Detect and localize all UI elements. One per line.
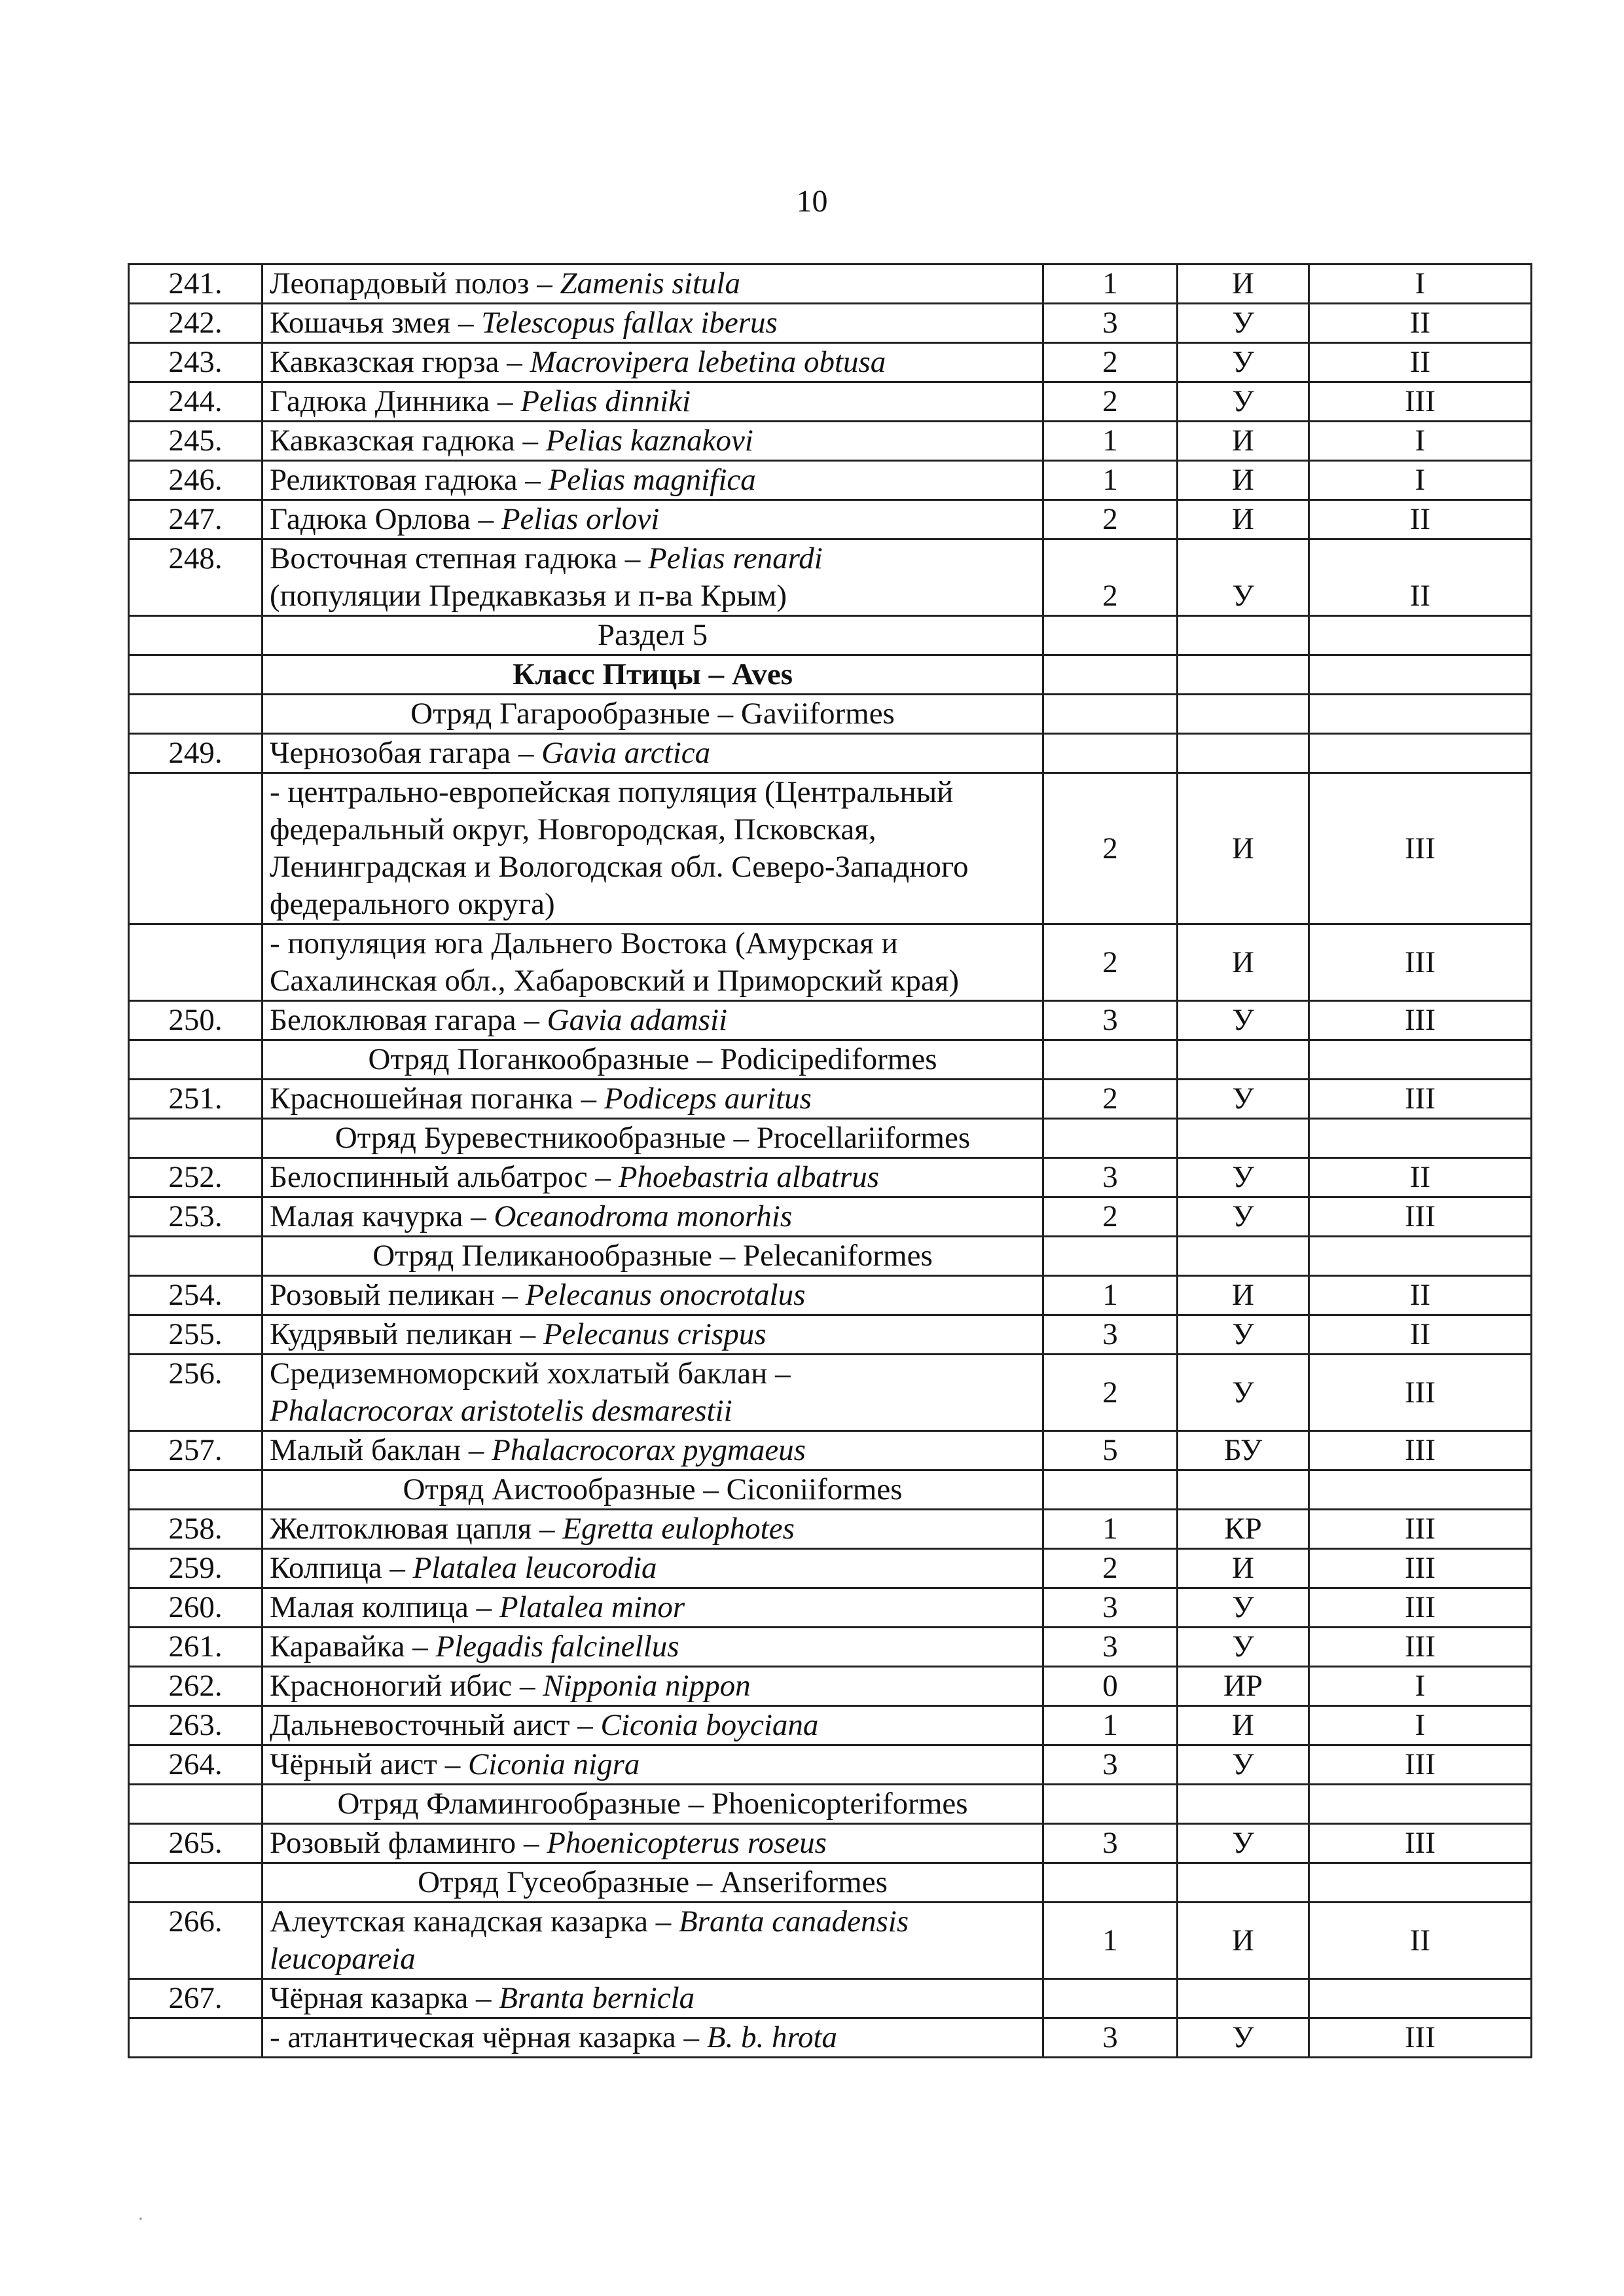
row-number: 262. [129, 1667, 262, 1706]
status-cell: И [1178, 773, 1309, 924]
species-name: Восточная степная гадюка – Pelias renardi (популяции Предкавказья и п-ва Крым) [262, 539, 1043, 616]
status-cell: И [1178, 264, 1309, 304]
category-cell: 1 [1043, 1276, 1178, 1315]
empty-cell [1178, 1470, 1309, 1510]
table-row [129, 1588, 1532, 1628]
species-russian-name: Малая качурка [270, 1199, 463, 1233]
species-latin-name: Nipponia nippon [543, 1669, 751, 1703]
species-latin-name: Phalacrocorax pygmaeus [492, 1433, 806, 1467]
section-header-row [129, 695, 1532, 734]
priority-cell: III [1309, 382, 1532, 422]
population-russian-name: - атлантическая чёрная казарка [270, 2020, 676, 2054]
empty-cell [1309, 734, 1532, 773]
section-title: Отряд Гагарообразные – Gaviiformes [262, 695, 1043, 734]
species-russian-name: Кавказская гюрза [270, 345, 499, 379]
species-latin-name: Phoenicopterus roseus [547, 1826, 827, 1860]
species-note: (популяции Предкавказья и п-ва Крым) [270, 579, 787, 613]
section-header-row [129, 1119, 1532, 1158]
priority-cell: III [1309, 924, 1532, 1001]
species-name: Малая колпица – Platalea minor [262, 1588, 1043, 1628]
row-number: 252. [129, 1158, 262, 1197]
species-russian-name: Леопардовый полоз [270, 266, 530, 301]
priority-cell: II [1309, 500, 1532, 539]
table-row [129, 1158, 1532, 1197]
category-cell: 3 [1043, 2018, 1178, 2058]
species-russian-name: Алеутская канадская казарка [270, 1904, 648, 1939]
page-number: 10 [796, 184, 828, 219]
priority-cell: I [1309, 1706, 1532, 1745]
table-row [129, 1628, 1532, 1667]
row-number: 264. [129, 1745, 262, 1785]
table-row [129, 1431, 1532, 1470]
priority-cell: III [1309, 2018, 1532, 2058]
table-row [129, 343, 1532, 382]
row-number: 263. [129, 1706, 262, 1745]
category-cell: 2 [1043, 500, 1178, 539]
species-russian-name: Реликтовая гадюка [270, 463, 518, 497]
category-cell: 3 [1043, 1315, 1178, 1355]
species-name: Красноногий ибис – Nipponia nippon [262, 1667, 1043, 1706]
species-russian-name: Гадюка Динника [270, 384, 490, 418]
row-number: 245. [129, 422, 262, 461]
row-number: 247. [129, 500, 262, 539]
species-latin-name: Gavia arctica [541, 736, 711, 770]
priority-cell: I [1309, 461, 1532, 500]
section-title: Отряд Фламингообразные – Phoenicopteriformes [262, 1785, 1043, 1824]
row-number [129, 2018, 262, 2058]
category-cell: 1 [1043, 264, 1178, 304]
empty-cell [1043, 1040, 1178, 1080]
status-cell: У [1178, 1745, 1309, 1785]
section-title: Отряд Гусеобразные – Anseriformes [262, 1863, 1043, 1903]
status-cell: И [1178, 1903, 1309, 1979]
species-name: Чернозобая гагара – Gavia arctica [262, 734, 1043, 773]
table-row [129, 1549, 1532, 1588]
section-title: Отряд Аистообразные – Ciconiiformes [262, 1470, 1043, 1510]
species-latin-name: Pelecanus onocrotalus [525, 1278, 806, 1312]
row-number [129, 924, 262, 1001]
status-cell: И [1178, 1706, 1309, 1745]
row-number: 266. [129, 1903, 262, 1979]
empty-cell [1178, 1979, 1309, 2018]
table-row [129, 461, 1532, 500]
category-cell: 1 [1043, 1903, 1178, 1979]
category-cell: 2 [1043, 343, 1178, 382]
empty-cell [1309, 1040, 1532, 1080]
priority-cell: II [1309, 539, 1532, 616]
table-row [129, 500, 1532, 539]
section-header-row [129, 1470, 1532, 1510]
priority-cell: III [1309, 1197, 1532, 1237]
species-name: Красношейная поганка – Podiceps auritus [262, 1080, 1043, 1119]
empty-cell [1309, 655, 1532, 695]
species-latin-name: Plegadis falcinellus [435, 1630, 679, 1664]
row-number [129, 1040, 262, 1080]
species-russian-name: Гадюка Орлова [270, 502, 471, 536]
category-cell: 3 [1043, 1824, 1178, 1863]
species-russian-name: Каравайка [270, 1630, 405, 1664]
row-number: 267. [129, 1979, 262, 2018]
table-row [129, 1197, 1532, 1237]
empty-cell [1178, 695, 1309, 734]
empty-cell [1178, 734, 1309, 773]
species-latin-name: Ciconia nigra [467, 1747, 640, 1781]
status-cell: У [1178, 382, 1309, 422]
row-number: 265. [129, 1824, 262, 1863]
species-name: Розовый пеликан – Pelecanus onocrotalus [262, 1276, 1043, 1315]
category-cell: 2 [1043, 773, 1178, 924]
empty-cell [1043, 1470, 1178, 1510]
table-row [129, 1824, 1532, 1863]
species-russian-name: Малая колпица [270, 1590, 469, 1624]
status-cell: У [1178, 304, 1309, 343]
section-title: Класс Птицы – Aves [262, 655, 1043, 695]
status-cell: И [1178, 422, 1309, 461]
empty-cell [1178, 655, 1309, 695]
population-text: - популяция юга Дальнего Востока (Амурская и Сахалинская обл., Хабаровский и Приморский края) [270, 926, 959, 998]
row-number: 249. [129, 734, 262, 773]
status-cell: И [1178, 1549, 1309, 1588]
table-row [129, 1355, 1532, 1431]
row-number: 256. [129, 1355, 262, 1431]
status-cell: У [1178, 1588, 1309, 1628]
species-latin-name: Platalea minor [499, 1590, 685, 1624]
category-cell: 3 [1043, 1745, 1178, 1785]
species-russian-name: Белоспинный альбатрос [270, 1160, 588, 1194]
row-number: 257. [129, 1431, 262, 1470]
empty-cell [1309, 695, 1532, 734]
species-latin-name: Branta canadensis [678, 1904, 909, 1939]
row-number: 242. [129, 304, 262, 343]
section-title: Отряд Пеликанообразные – Pelecaniformes [262, 1237, 1043, 1276]
category-cell: 5 [1043, 1431, 1178, 1470]
species-russian-name: Чернозобая гагара [270, 736, 511, 770]
status-cell: У [1178, 1315, 1309, 1355]
status-cell: У [1178, 1628, 1309, 1667]
species-name: Каравайка – Plegadis falcinellus [262, 1628, 1043, 1667]
species-russian-name: Средиземноморский хохлатый баклан [270, 1357, 768, 1391]
species-russian-name: Кошачья змея [270, 306, 451, 340]
table-row [129, 773, 1532, 924]
row-number [129, 1237, 262, 1276]
species-russian-name: Розовый фламинго [270, 1826, 516, 1860]
row-number [129, 1785, 262, 1824]
row-number: 255. [129, 1315, 262, 1355]
status-cell: ИР [1178, 1667, 1309, 1706]
category-cell: 2 [1043, 539, 1178, 616]
species-name: Дальневосточный аист – Ciconia boyciana [262, 1706, 1043, 1745]
status-cell: У [1178, 2018, 1309, 2058]
status-cell: И [1178, 1276, 1309, 1315]
row-number: 254. [129, 1276, 262, 1315]
species-name: Гадюка Динника – Pelias dinniki [262, 382, 1043, 422]
section-title: Отряд Буревестникообразные – Procellariiformes [262, 1119, 1043, 1158]
category-cell: 2 [1043, 924, 1178, 1001]
section-header-row [129, 1785, 1532, 1824]
table-row [129, 2018, 1532, 2058]
species-name: Чёрная казарка – Branta bernicla [262, 1979, 1043, 2018]
empty-cell [1043, 655, 1178, 695]
table-row [129, 1510, 1532, 1549]
species-name: Кавказская гадюка – Pelias kaznakovi [262, 422, 1043, 461]
status-cell: И [1178, 461, 1309, 500]
priority-cell: I [1309, 422, 1532, 461]
species-russian-name: Кудрявый пеликан [270, 1317, 513, 1351]
population-name [262, 773, 1043, 924]
species-latin-name: Pelias magnifica [548, 463, 756, 497]
species-latin-name: Egretta eulophotes [562, 1512, 795, 1546]
species-russian-name: Дальневосточный аист [270, 1708, 570, 1742]
table-row [129, 304, 1532, 343]
empty-cell [1178, 1119, 1309, 1158]
species-latin-name: Pelias kaznakovi [545, 424, 753, 458]
category-cell: 1 [1043, 461, 1178, 500]
status-cell: БУ [1178, 1431, 1309, 1470]
priority-cell: III [1309, 1431, 1532, 1470]
species-latin-name: Pelias renardi [648, 541, 823, 575]
priority-cell: III [1309, 773, 1532, 924]
species-name: Чёрный аист – Ciconia nigra [262, 1745, 1043, 1785]
species-name: Кавказская гюрза – Macrovipera lebetina obtusa [262, 343, 1043, 382]
row-number: 241. [129, 264, 262, 304]
species-name: Желтоклювая цапля – Egretta eulophotes [262, 1510, 1043, 1549]
empty-cell [1178, 1863, 1309, 1903]
species-russian-name: Восточная степная гадюка [270, 541, 618, 575]
empty-cell [1043, 616, 1178, 655]
population-name: - атлантическая чёрная казарка – B. b. hrota [262, 2018, 1043, 2058]
species-name: Белоклювая гагара – Gavia adamsii [262, 1001, 1043, 1040]
population-text: - центрально-европейская популяция (Центральный федеральный округ, Новгородская, Псковская, Ленинградская и Вологодская обл. Северо-Западного федерального округа) [270, 775, 969, 921]
priority-cell: III [1309, 1510, 1532, 1549]
species-russian-name: Красноногий ибис [270, 1669, 513, 1703]
species-russian-name: Красношейная поганка [270, 1082, 573, 1116]
empty-cell [1043, 1863, 1178, 1903]
species-latin-name: Macrovipera lebetina obtusa [530, 345, 886, 379]
species-latin-name: Pelias orlovi [501, 502, 660, 536]
species-russian-name: Колпица [270, 1551, 382, 1585]
priority-cell: III [1309, 1745, 1532, 1785]
empty-cell [1043, 1979, 1178, 2018]
row-number: 261. [129, 1628, 262, 1667]
table-row [129, 1001, 1532, 1040]
species-russian-name: Чёрная казарка [270, 1981, 469, 2015]
status-cell: У [1178, 1355, 1309, 1431]
category-cell: 3 [1043, 1628, 1178, 1667]
priority-cell: III [1309, 1588, 1532, 1628]
table-row [129, 1903, 1532, 1979]
scan-speck [139, 2217, 142, 2220]
table-row [129, 1979, 1532, 2018]
row-number: 253. [129, 1197, 262, 1237]
section-title: Раздел 5 [262, 616, 1043, 655]
species-latin-name: Zamenis situla [560, 266, 740, 301]
species-table [128, 263, 1532, 2058]
empty-cell [1178, 1040, 1309, 1080]
row-number [129, 695, 262, 734]
species-russian-name: Желтоклювая цапля [270, 1512, 532, 1546]
status-cell: У [1178, 1824, 1309, 1863]
empty-cell [1309, 1979, 1532, 2018]
table-row [129, 924, 1532, 1001]
row-number: 248. [129, 539, 262, 616]
population-name [262, 924, 1043, 1001]
species-latin-name: Oceanodroma monorhis [494, 1199, 793, 1233]
section-title: Отряд Поганкообразные – Podicipediformes [262, 1040, 1043, 1080]
species-russian-name: Кавказская гадюка [270, 424, 515, 458]
row-number: 259. [129, 1549, 262, 1588]
status-cell: У [1178, 1197, 1309, 1237]
row-number [129, 1470, 262, 1510]
species-name: Малый баклан – Phalacrocorax pygmaeus [262, 1431, 1043, 1470]
row-number: 258. [129, 1510, 262, 1549]
priority-cell: I [1309, 264, 1532, 304]
category-cell: 1 [1043, 1706, 1178, 1745]
species-name: Кудрявый пеликан – Pelecanus crispus [262, 1315, 1043, 1355]
empty-cell [1178, 1785, 1309, 1824]
row-number [129, 773, 262, 924]
empty-cell [1043, 734, 1178, 773]
species-latin-name: Telescopus fallax iberus [481, 306, 778, 340]
table-row [129, 1667, 1532, 1706]
empty-cell [1178, 616, 1309, 655]
species-latin-name-cont: Phalacrocorax aristotelis desmarestii [270, 1394, 732, 1428]
empty-cell [1043, 1237, 1178, 1276]
priority-cell: III [1309, 1080, 1532, 1119]
priority-cell: I [1309, 1667, 1532, 1706]
species-latin-name: Ciconia boyciana [600, 1708, 819, 1742]
category-cell: 3 [1043, 1158, 1178, 1197]
empty-cell [1043, 695, 1178, 734]
status-cell: У [1178, 539, 1309, 616]
species-latin-name: Gavia adamsii [547, 1003, 728, 1037]
table-row [129, 1706, 1532, 1745]
priority-cell: II [1309, 1315, 1532, 1355]
species-name: Гадюка Орлова – Pelias orlovi [262, 500, 1043, 539]
empty-cell [1309, 1785, 1532, 1824]
species-latin-name: Podiceps auritus [604, 1082, 812, 1116]
population-latin-name: B. b. hrota [706, 2020, 838, 2054]
species-russian-name: Чёрный аист [270, 1747, 437, 1781]
species-latin-name: Branta bernicla [499, 1981, 695, 2015]
category-cell: 2 [1043, 1197, 1178, 1237]
category-cell: 3 [1043, 304, 1178, 343]
species-russian-name: Малый баклан [270, 1433, 461, 1467]
category-cell: 2 [1043, 1080, 1178, 1119]
priority-cell: II [1309, 343, 1532, 382]
status-cell: У [1178, 1080, 1309, 1119]
species-name: Розовый фламинго – Phoenicopterus roseus [262, 1824, 1043, 1863]
empty-cell [1309, 1119, 1532, 1158]
row-number [129, 1863, 262, 1903]
section-header-row [129, 1863, 1532, 1903]
table-row [129, 1080, 1532, 1119]
empty-cell [1043, 1785, 1178, 1824]
section-header-row [129, 1040, 1532, 1080]
empty-cell [1309, 1863, 1532, 1903]
row-number: 250. [129, 1001, 262, 1040]
row-number: 244. [129, 382, 262, 422]
table-row [129, 1745, 1532, 1785]
category-cell: 3 [1043, 1001, 1178, 1040]
species-name: Алеутская канадская казарка – Branta canadensis leucopareia [262, 1903, 1043, 1979]
status-cell: У [1178, 1001, 1309, 1040]
category-cell: 2 [1043, 1355, 1178, 1431]
priority-cell: III [1309, 1824, 1532, 1863]
empty-cell [1309, 616, 1532, 655]
category-cell: 2 [1043, 382, 1178, 422]
status-cell: КР [1178, 1510, 1309, 1549]
row-number [129, 1119, 262, 1158]
category-cell: 2 [1043, 1549, 1178, 1588]
species-name: Средиземноморский хохлатый баклан – Phalacrocorax aristotelis desmarestii [262, 1355, 1043, 1431]
species-latin-name: Phoebastria albatrus [618, 1160, 880, 1194]
species-russian-name: Белоклювая гагара [270, 1003, 516, 1037]
species-name: Реликтовая гадюка – Pelias magnifica [262, 461, 1043, 500]
priority-cell: II [1309, 1276, 1532, 1315]
priority-cell: II [1309, 1158, 1532, 1197]
status-cell: И [1178, 924, 1309, 1001]
row-number: 251. [129, 1080, 262, 1119]
section-header-row [129, 1237, 1532, 1276]
table-row [129, 734, 1532, 773]
table-row [129, 382, 1532, 422]
table-row [129, 539, 1532, 616]
category-cell: 1 [1043, 1510, 1178, 1549]
species-latin-name: Pelecanus crispus [543, 1317, 767, 1351]
priority-cell: III [1309, 1549, 1532, 1588]
species-name: Колпица – Platalea leucorodia [262, 1549, 1043, 1588]
empty-cell [1043, 1119, 1178, 1158]
species-russian-name: Розовый пеликан [270, 1278, 495, 1312]
priority-cell: III [1309, 1628, 1532, 1667]
category-cell: 0 [1043, 1667, 1178, 1706]
status-cell: И [1178, 500, 1309, 539]
empty-cell [1309, 1470, 1532, 1510]
status-cell: У [1178, 343, 1309, 382]
row-number: 246. [129, 461, 262, 500]
category-cell: 1 [1043, 422, 1178, 461]
species-latin-name: Platalea leucorodia [412, 1551, 657, 1585]
species-name: Малая качурка – Oceanodroma monorhis [262, 1197, 1043, 1237]
empty-cell [1178, 1237, 1309, 1276]
table-row [129, 1315, 1532, 1355]
species-name: Леопардовый полоз – Zamenis situla [262, 264, 1043, 304]
priority-cell: II [1309, 304, 1532, 343]
species-latin-name: Pelias dinniki [520, 384, 691, 418]
table-row [129, 264, 1532, 304]
row-number: 243. [129, 343, 262, 382]
section-header-row [129, 616, 1532, 655]
table-row [129, 1276, 1532, 1315]
section-header-row [129, 655, 1532, 695]
species-latin-name-cont: leucopareia [270, 1942, 416, 1976]
category-cell: 3 [1043, 1588, 1178, 1628]
priority-cell: II [1309, 1903, 1532, 1979]
species-table-body [129, 264, 1532, 2058]
empty-cell [1309, 1237, 1532, 1276]
priority-cell: III [1309, 1001, 1532, 1040]
species-name: Кошачья змея – Telescopus fallax iberus [262, 304, 1043, 343]
row-number: 260. [129, 1588, 262, 1628]
species-name: Белоспинный альбатрос – Phoebastria albatrus [262, 1158, 1043, 1197]
row-number [129, 655, 262, 695]
row-number [129, 616, 262, 655]
status-cell: У [1178, 1158, 1309, 1197]
priority-cell: III [1309, 1355, 1532, 1431]
table-row [129, 422, 1532, 461]
